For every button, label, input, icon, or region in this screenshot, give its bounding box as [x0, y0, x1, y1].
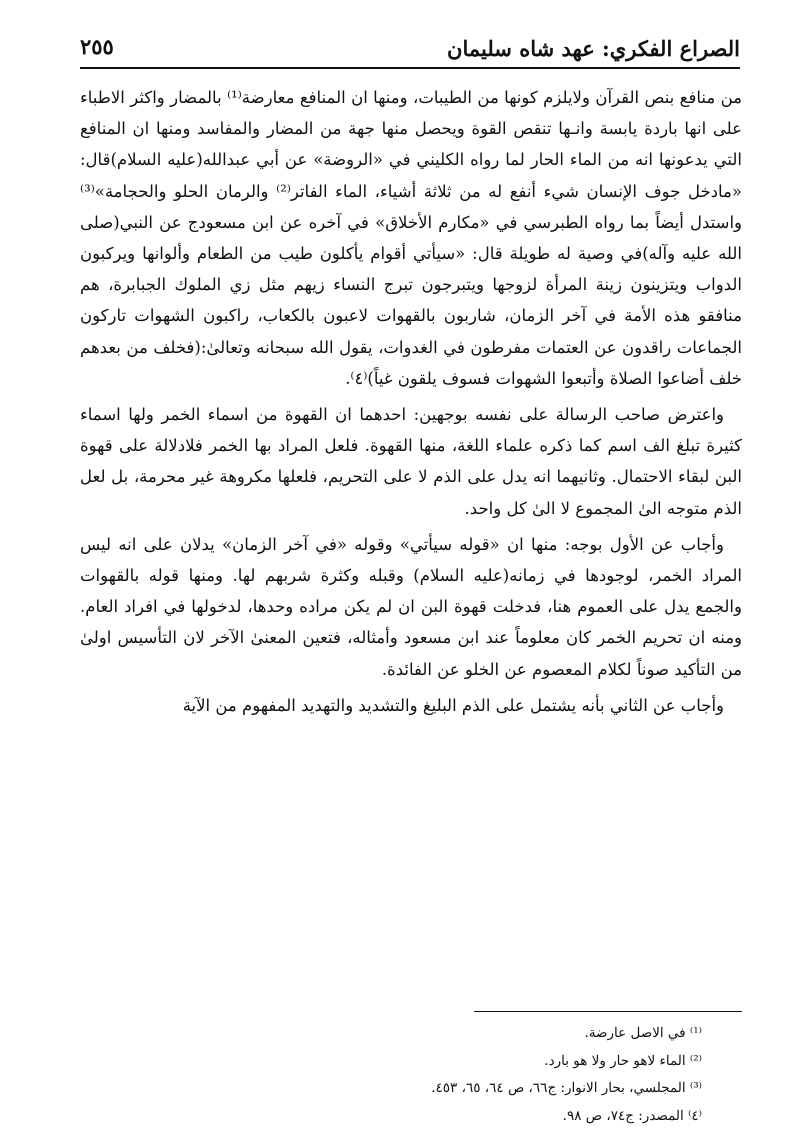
- paragraph-4: وأجاب عن الثاني بأنه يشتمل على الذم البليغ والتشديد والتهديد المفهوم من الآية: [182, 695, 724, 715]
- footnote-3: ⁽³⁾ المجلسي، بحار الانوار: ج٦٦، ص ٦٤، ٦٥، ٤٥٣.: [431, 1080, 702, 1096]
- paragraph-3: وأجاب عن الأول بوجه: منها ان «قوله سيأتي» وقوله «في آخر الزمان» يدلان على انه ليس المراد الخمر، لوجودها في زمانه(عليه السلام) وقبله وكثرة شربهم لها. ومنها قوله بالقهوات والجمع يدل على العموم هنا، فدخلت قهوة البن ان لم يكن مراده وحدها، لدخولها في افراد العام. ومنه ان تحريم الخمر كان معلوماً عند ابن مسعود وأمثاله، فتعين المعنىٰ الآخر لان التأسيس اولىٰ من التأكيد صوناً لكلام المعصوم عن الخلو عن الفائدة.: [80, 534, 742, 679]
- running-header: [80, 30, 740, 70]
- page-number: ٢٥٥: [80, 34, 114, 59]
- footnotes: [80, 1020, 736, 1130]
- running-title: الصراع الفكري: عهد شاه سليمان: [447, 36, 740, 61]
- header-divider: [80, 67, 740, 69]
- paragraph-2: واعترض صاحب الرسالة على نفسه بوجهين: احدهما ان القهوة من اسماء الخمر ولها اسماء كثيرة تبلغ الف اسم كما ذكره علماء اللغة، منها القهوة. فلعل المراد بها الخمر فلادلالة على قهوة البن لبقاء الاحتمال. وثانيهما انه يدل على الذم لا على التحريم، فلعلها مكروهة غير محرمة، بل لعل الذم متوجه الىٰ المجموع لا الىٰ كل واحد.: [80, 405, 742, 518]
- footnote-divider: [474, 1011, 742, 1012]
- footnote-2: ⁽²⁾ الماء لاهو حار ولا هو بارد.: [544, 1052, 702, 1069]
- main-text: [80, 82, 742, 726]
- paragraph-1: من منافع بنص القرآن ولايلزم كونها من الطيبات، ومنها ان المنافع معارضة⁽¹⁾ بالمضار واكثر الاطباء على انها باردة يابسة وانـها تنقص القوة ويحصل منها جهة من المضار والمفاسد ومنها ان المنافع التي يدعونها انه من الماء الحار لما رواه الكليني في «الروضة» عن أبي عبدالله(عليه السلام)قال: «مادخل جوف الإنسان شيء أنفع له من ثلاثة أشياء، الماء الفاتر⁽²⁾ والرمان الحلو والحجامة»⁽³⁾ واستدل أيضاً بما رواه الطبرسي في «مكارم الأخلاق» في آخره عن ابن مسعودج عن النبي(صلى الله عليه وآله)في وصية له طويلة قال: «سيأتي أقوام يأكلون طيب من الطعام وألوانها ويركبون الدواب ويتزينون زينة المرأة لزوجها ويتبرجون تبرج النساء زيهم مثل زي الملوك الجبابرة، هم منافقو هذه الأمة في آخر الزمان، شاربون بالقهوات لاعبون بالكعاب، راكبون الشهوات تاركون الجماعات راقدون عن العتمات مفرطون في الغدوات، يقول الله سبحانه وتعالىٰ:(فخلف من بعدهم خلف أضاعوا الصلاة وأتبعوا الشهوات فسوف يلقون غياً)⁽٤⁾.: [80, 88, 742, 388]
- footnote-1: ⁽¹⁾ في الاصل عارضة.: [584, 1025, 702, 1041]
- footnote-4: ⁽٤⁾ المصدر: ج٧٤، ص ٩٨.: [562, 1107, 702, 1124]
